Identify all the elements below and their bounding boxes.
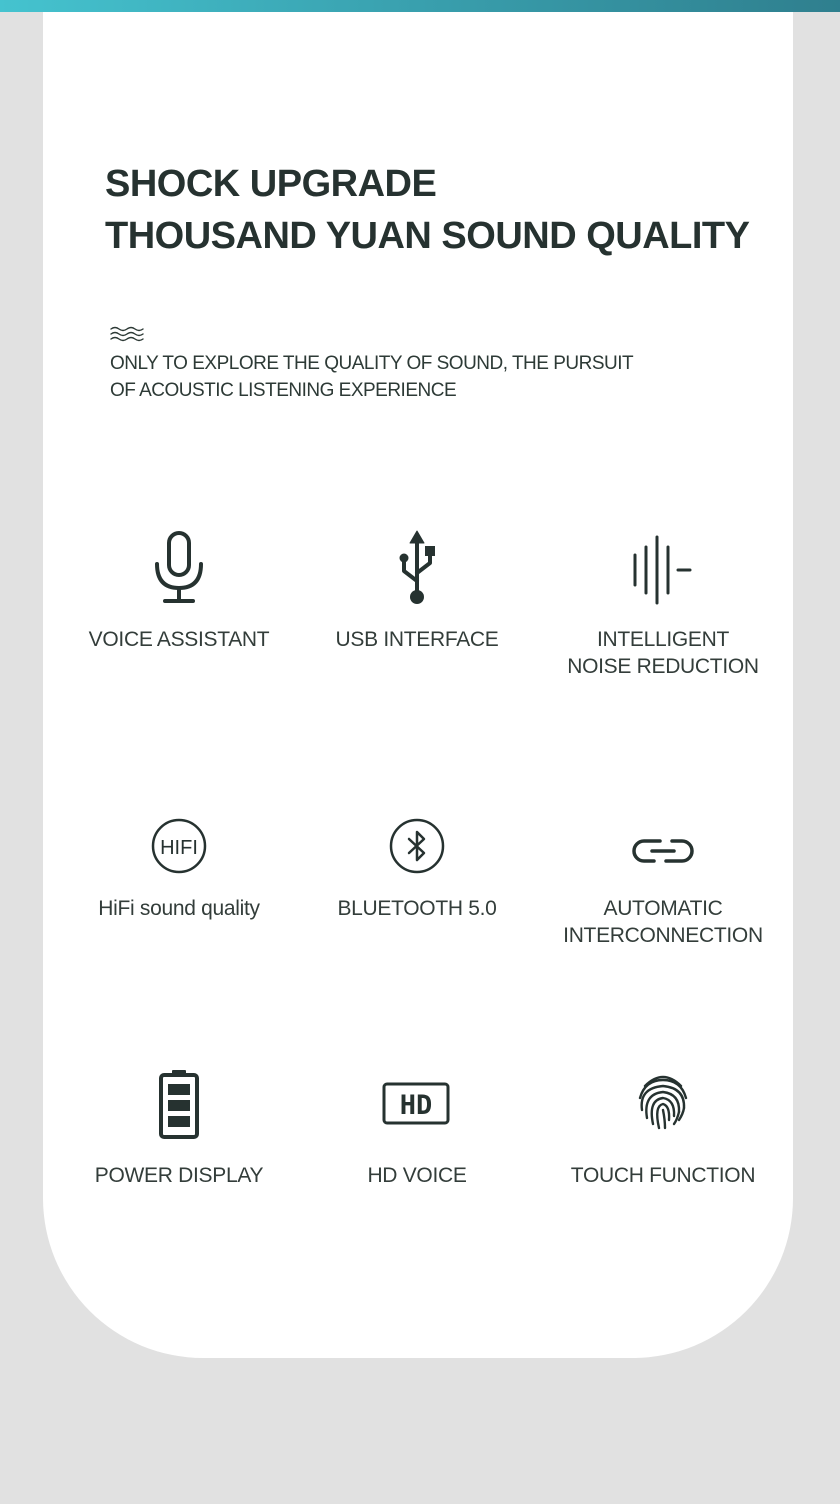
- title-line-1: SHOCK UPGRADE: [105, 163, 437, 205]
- top-accent-bar: [0, 0, 840, 12]
- feature-label: HiFi sound quality: [98, 897, 260, 920]
- feature-power-display: [49, 1068, 309, 1208]
- feature-label: BLUETOOTH 5.0: [337, 897, 497, 920]
- feature-label: USB INTERFACE: [335, 628, 499, 651]
- feature-bluetooth: [287, 815, 547, 965]
- link-icon: [632, 837, 694, 865]
- feature-label: TOUCH FUNCTION: [570, 1164, 756, 1187]
- microphone-icon: [151, 530, 207, 606]
- bluetooth-icon: [389, 818, 445, 874]
- subtitle: [110, 350, 670, 404]
- feature-label-line: NOISE REDUCTION: [567, 655, 759, 678]
- hd-icon: [382, 1082, 452, 1126]
- feature-hd-voice: [287, 1068, 547, 1208]
- feature-hifi: [49, 815, 309, 965]
- fingerprint-icon: [635, 1072, 691, 1130]
- feature-noise-reduction: [533, 525, 793, 695]
- page-title: [105, 158, 750, 262]
- feature-label: HD VOICE: [367, 1164, 467, 1187]
- title-line-2: THOUSAND YUAN SOUND QUALITY: [105, 215, 750, 257]
- subtitle-line-1: ONLY TO EXPLORE THE QUALITY OF SOUND, THE PURSUIT: [110, 353, 634, 374]
- wave-icon: [110, 325, 146, 343]
- battery-icon: [158, 1068, 200, 1140]
- hifi-icon: [151, 818, 207, 874]
- feature-touch-function: [533, 1068, 793, 1208]
- feature-voice-assistant: [49, 525, 309, 695]
- hifi-icon-text: HIFI: [160, 837, 198, 859]
- usb-icon: [392, 529, 442, 607]
- feature-label-line: INTERCONNECTION: [563, 924, 763, 947]
- feature-label: POWER DISPLAY: [94, 1164, 264, 1187]
- hd-icon-text: HD: [399, 1090, 433, 1121]
- feature-auto-interconnection: [533, 815, 793, 965]
- feature-label-line: INTELLIGENT: [596, 628, 730, 651]
- sound-wave-icon: [632, 535, 694, 605]
- subtitle-line-2: OF ACOUSTIC LISTENING EXPERIENCE: [110, 380, 457, 401]
- feature-label-line: AUTOMATIC: [603, 897, 723, 920]
- feature-usb-interface: [287, 525, 547, 695]
- feature-label: VOICE ASSISTANT: [88, 628, 270, 651]
